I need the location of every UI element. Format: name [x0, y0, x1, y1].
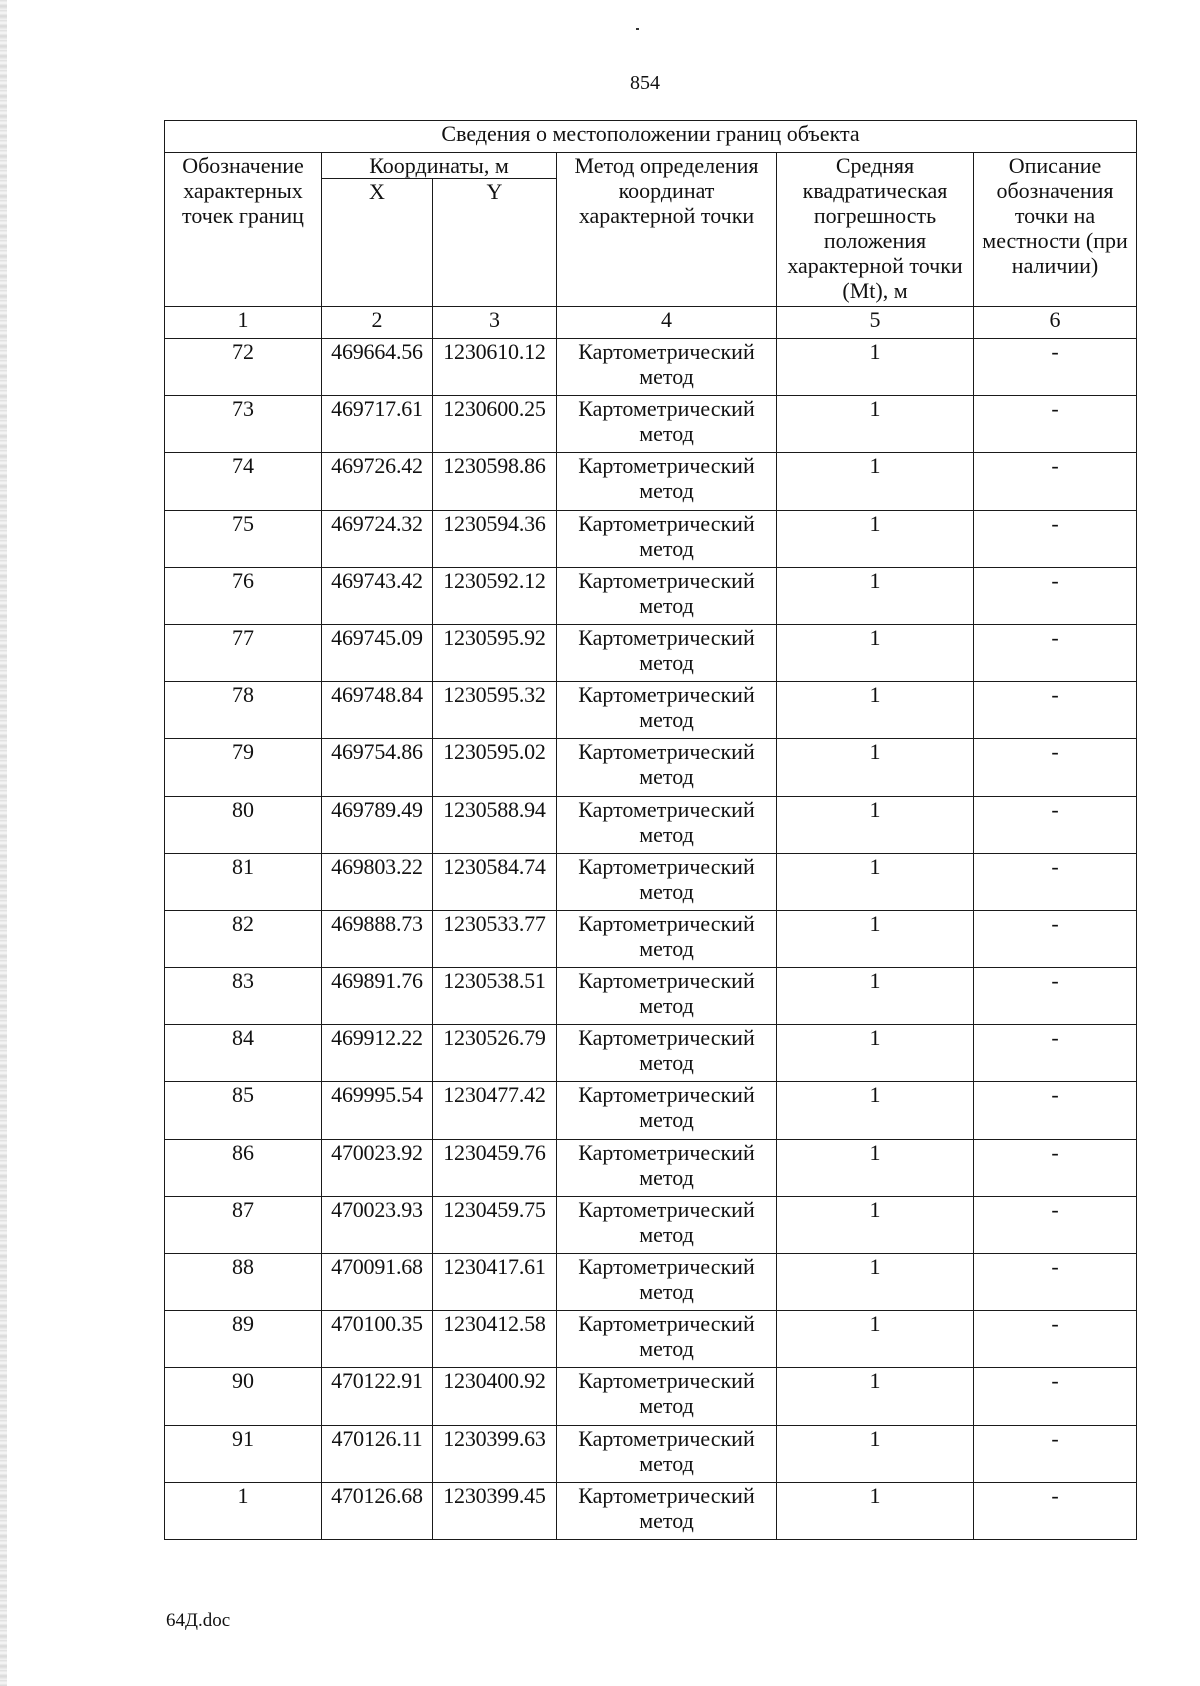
cell-method: Картометрический метод — [557, 739, 777, 796]
cell-method: Картометрический метод — [557, 624, 777, 681]
cell-accuracy: 1 — [777, 1254, 974, 1311]
cell-x: 470023.92 — [322, 1139, 433, 1196]
footer-filename: 64Д.doc — [166, 1610, 231, 1631]
cell-y: 1230417.61 — [433, 1254, 557, 1311]
column-number: 4 — [557, 307, 777, 339]
scan-speck — [636, 28, 639, 30]
cell-y: 1230459.75 — [433, 1196, 557, 1253]
table-row — [165, 1482, 1137, 1539]
cell-accuracy: 1 — [777, 1311, 974, 1368]
boundary-coordinates-table — [164, 120, 1137, 1540]
cell-accuracy: 1 — [777, 1082, 974, 1139]
column-number: 2 — [322, 307, 433, 339]
cell-x: 469743.42 — [322, 567, 433, 624]
cell-method: Картометрический метод — [557, 1254, 777, 1311]
table-row — [165, 968, 1137, 1025]
cell-x: 469717.61 — [322, 396, 433, 453]
cell-method: Картометрический метод — [557, 567, 777, 624]
cell-accuracy: 1 — [777, 510, 974, 567]
cell-point: 73 — [165, 396, 322, 453]
cell-y: 1230600.25 — [433, 396, 557, 453]
cell-accuracy: 1 — [777, 1139, 974, 1196]
cell-point: 88 — [165, 1254, 322, 1311]
table-row — [165, 453, 1137, 510]
cell-y: 1230595.02 — [433, 739, 557, 796]
cell-x: 469664.56 — [322, 339, 433, 396]
cell-accuracy: 1 — [777, 1368, 974, 1425]
cell-point: 91 — [165, 1425, 322, 1482]
cell-method: Картометрический метод — [557, 1311, 777, 1368]
cell-point: 74 — [165, 453, 322, 510]
cell-point: 75 — [165, 510, 322, 567]
table-row — [165, 739, 1137, 796]
cell-accuracy: 1 — [777, 624, 974, 681]
column-number: 1 — [165, 307, 322, 339]
cell-description: - — [974, 624, 1137, 681]
cell-accuracy: 1 — [777, 1196, 974, 1253]
cell-description: - — [974, 1482, 1137, 1539]
cell-accuracy: 1 — [777, 1482, 974, 1539]
cell-y: 1230526.79 — [433, 1025, 557, 1082]
cell-point: 77 — [165, 624, 322, 681]
cell-method: Картометрический метод — [557, 339, 777, 396]
table-row — [165, 1139, 1137, 1196]
cell-method: Картометрический метод — [557, 853, 777, 910]
cell-description: - — [974, 453, 1137, 510]
cell-point: 85 — [165, 1082, 322, 1139]
cell-y: 1230595.32 — [433, 682, 557, 739]
cell-description: - — [974, 968, 1137, 1025]
cell-x: 469995.54 — [322, 1082, 433, 1139]
page-number: 854 — [630, 72, 660, 94]
table-row — [165, 910, 1137, 967]
cell-x: 469789.49 — [322, 796, 433, 853]
cell-accuracy: 1 — [777, 910, 974, 967]
cell-description: - — [974, 1196, 1137, 1253]
cell-y: 1230412.58 — [433, 1311, 557, 1368]
cell-description: - — [974, 396, 1137, 453]
cell-accuracy: 1 — [777, 682, 974, 739]
column-number: 6 — [974, 307, 1137, 339]
scan-edge — [0, 0, 7, 1686]
cell-x: 470091.68 — [322, 1254, 433, 1311]
cell-description: - — [974, 1368, 1137, 1425]
cell-point: 82 — [165, 910, 322, 967]
cell-point: 81 — [165, 853, 322, 910]
table-row — [165, 1254, 1137, 1311]
header-x: X — [322, 179, 433, 307]
cell-method: Картометрический метод — [557, 1025, 777, 1082]
cell-x: 470122.91 — [322, 1368, 433, 1425]
table-title: Сведения о местоположении границ объекта — [165, 121, 1137, 153]
cell-accuracy: 1 — [777, 796, 974, 853]
cell-y: 1230533.77 — [433, 910, 557, 967]
cell-description: - — [974, 339, 1137, 396]
cell-description: - — [974, 1139, 1137, 1196]
cell-method: Картометрический метод — [557, 910, 777, 967]
table-row — [165, 1425, 1137, 1482]
cell-x: 470126.68 — [322, 1482, 433, 1539]
cell-accuracy: 1 — [777, 339, 974, 396]
column-number: 3 — [433, 307, 557, 339]
cell-method: Картометрический метод — [557, 968, 777, 1025]
cell-description: - — [974, 853, 1137, 910]
cell-method: Картометрический метод — [557, 1425, 777, 1482]
cell-accuracy: 1 — [777, 567, 974, 624]
cell-y: 1230598.86 — [433, 453, 557, 510]
cell-accuracy: 1 — [777, 853, 974, 910]
cell-description: - — [974, 567, 1137, 624]
cell-y: 1230399.45 — [433, 1482, 557, 1539]
cell-x: 469803.22 — [322, 853, 433, 910]
table-row — [165, 1311, 1137, 1368]
cell-method: Картометрический метод — [557, 1082, 777, 1139]
cell-point: 72 — [165, 339, 322, 396]
cell-y: 1230584.74 — [433, 853, 557, 910]
cell-x: 470126.11 — [322, 1425, 433, 1482]
header-coordinates: Координаты, м — [322, 153, 557, 179]
cell-x: 469724.32 — [322, 510, 433, 567]
table-row — [165, 682, 1137, 739]
cell-description: - — [974, 1425, 1137, 1482]
cell-y: 1230595.92 — [433, 624, 557, 681]
cell-method: Картометрический метод — [557, 396, 777, 453]
column-number: 5 — [777, 307, 974, 339]
cell-point: 89 — [165, 1311, 322, 1368]
cell-point: 84 — [165, 1025, 322, 1082]
cell-description: - — [974, 1082, 1137, 1139]
cell-method: Картометрический метод — [557, 796, 777, 853]
cell-y: 1230538.51 — [433, 968, 557, 1025]
cell-y: 1230399.63 — [433, 1425, 557, 1482]
cell-method: Картометрический метод — [557, 453, 777, 510]
cell-accuracy: 1 — [777, 968, 974, 1025]
cell-method: Картометрический метод — [557, 1482, 777, 1539]
cell-description: - — [974, 1311, 1137, 1368]
table-row — [165, 339, 1137, 396]
table-row — [165, 796, 1137, 853]
cell-point: 90 — [165, 1368, 322, 1425]
cell-description: - — [974, 1025, 1137, 1082]
table-row — [165, 1082, 1137, 1139]
cell-y: 1230459.76 — [433, 1139, 557, 1196]
table-row — [165, 624, 1137, 681]
table-body — [165, 339, 1137, 1540]
cell-y: 1230588.94 — [433, 796, 557, 853]
cell-y: 1230477.42 — [433, 1082, 557, 1139]
table-row — [165, 1025, 1137, 1082]
cell-point: 76 — [165, 567, 322, 624]
cell-x: 470100.35 — [322, 1311, 433, 1368]
cell-accuracy: 1 — [777, 1025, 974, 1082]
table-row — [165, 396, 1137, 453]
cell-method: Картометрический метод — [557, 1139, 777, 1196]
cell-x: 469754.86 — [322, 739, 433, 796]
header-description: Описание обозначения точки на местности (при наличии) — [974, 153, 1137, 307]
cell-point: 78 — [165, 682, 322, 739]
cell-method: Картометрический метод — [557, 682, 777, 739]
cell-description: - — [974, 739, 1137, 796]
cell-description: - — [974, 796, 1137, 853]
table-row — [165, 1196, 1137, 1253]
header-y: Y — [433, 179, 557, 307]
cell-method: Картометрический метод — [557, 510, 777, 567]
table-row — [165, 1368, 1137, 1425]
table-row — [165, 567, 1137, 624]
cell-accuracy: 1 — [777, 739, 974, 796]
cell-point: 86 — [165, 1139, 322, 1196]
cell-point: 80 — [165, 796, 322, 853]
cell-y: 1230400.92 — [433, 1368, 557, 1425]
cell-x: 469726.42 — [322, 453, 433, 510]
cell-method: Картометрический метод — [557, 1368, 777, 1425]
cell-point: 87 — [165, 1196, 322, 1253]
header-point-designation: Обозначение характерных точек границ — [165, 153, 322, 307]
cell-x: 469748.84 — [322, 682, 433, 739]
table-row — [165, 853, 1137, 910]
cell-description: - — [974, 682, 1137, 739]
table-row — [165, 510, 1137, 567]
cell-x: 470023.93 — [322, 1196, 433, 1253]
cell-accuracy: 1 — [777, 1425, 974, 1482]
cell-description: - — [974, 910, 1137, 967]
cell-x: 469891.76 — [322, 968, 433, 1025]
header-method: Метод определения координат характерной точки — [557, 153, 777, 307]
header-accuracy: Средняя квадратическая погрешность положения характерной точки (Mt), м — [777, 153, 974, 307]
cell-point: 79 — [165, 739, 322, 796]
cell-x: 469888.73 — [322, 910, 433, 967]
cell-description: - — [974, 1254, 1137, 1311]
cell-point: 1 — [165, 1482, 322, 1539]
cell-x: 469912.22 — [322, 1025, 433, 1082]
cell-y: 1230594.36 — [433, 510, 557, 567]
cell-accuracy: 1 — [777, 453, 974, 510]
cell-description: - — [974, 510, 1137, 567]
cell-x: 469745.09 — [322, 624, 433, 681]
cell-y: 1230610.12 — [433, 339, 557, 396]
cell-point: 83 — [165, 968, 322, 1025]
cell-method: Картометрический метод — [557, 1196, 777, 1253]
cell-y: 1230592.12 — [433, 567, 557, 624]
cell-accuracy: 1 — [777, 396, 974, 453]
